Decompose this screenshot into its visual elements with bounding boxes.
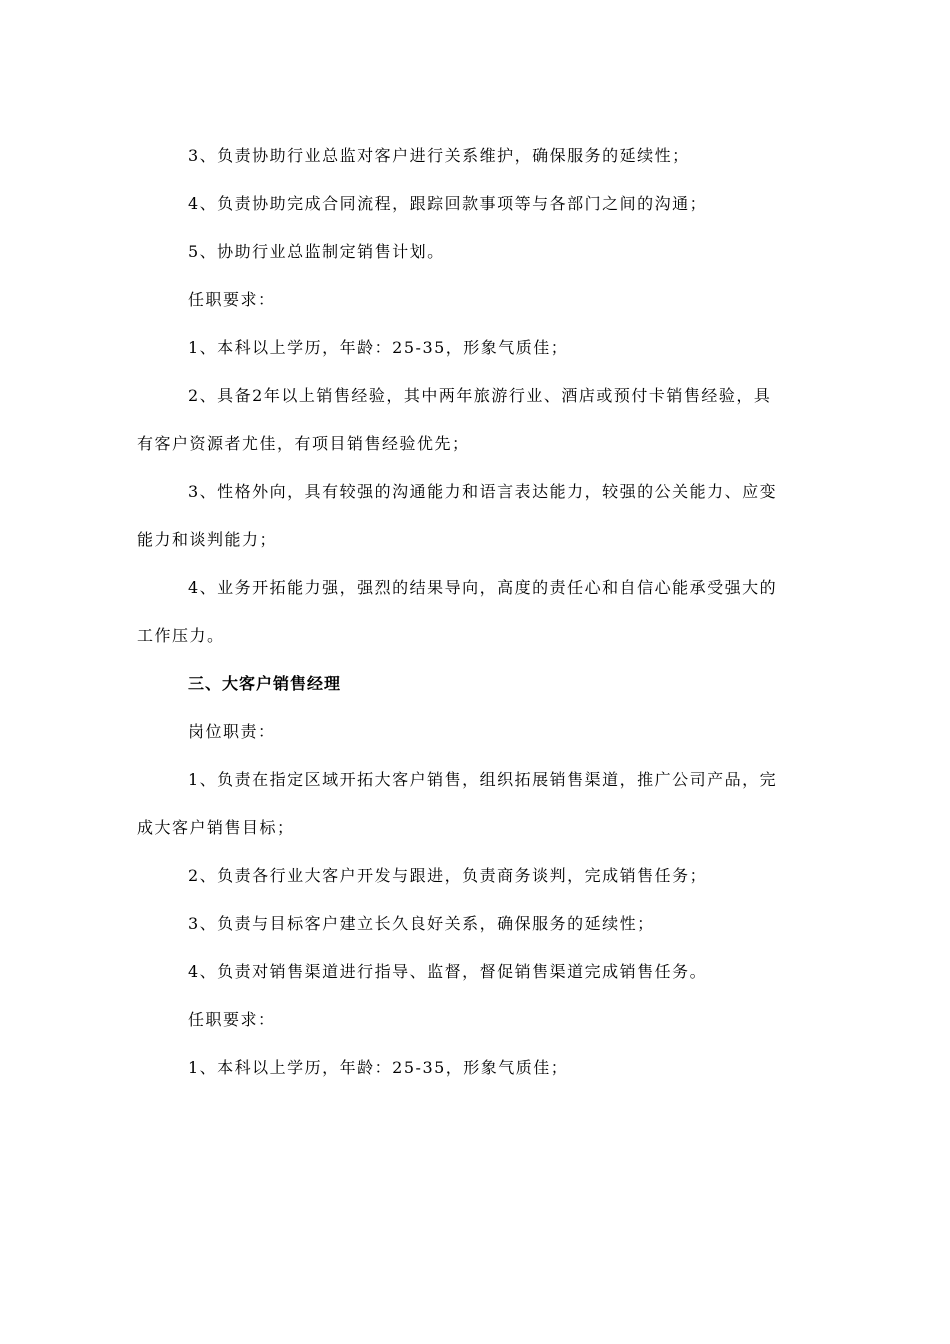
duty-item-5: 5、协助行业总监制定销售计划。 [188, 242, 445, 261]
duty-item-3b: 3、负责与目标客户建立长久良好关系，确保服务的延续性； [188, 914, 655, 933]
duty-item-1-cont: 成大客户销售目标； [137, 818, 295, 837]
section-heading: 三、大客户销售经理 [188, 674, 342, 693]
requirements-label: 任职要求： [188, 290, 276, 309]
requirement-item-2-cont: 有客户资源者尤佳，有项目销售经验优先； [137, 434, 470, 453]
requirement-item-2: 2、具备2年以上销售经验，其中两年旅游行业、酒店或预付卡销售经验，具 [188, 386, 772, 405]
requirement-item-4-cont: 工作压力。 [137, 626, 225, 645]
duty-item-2: 2、负责各行业大客户开发与跟进，负责商务谈判，完成销售任务； [188, 866, 708, 885]
duty-item-4b: 4、负责对销售渠道进行指导、监督，督促销售渠道完成销售任务。 [188, 962, 708, 981]
requirement-item-1b: 1、本科以上学历，年龄：25-35，形象气质佳； [188, 1058, 569, 1077]
requirement-item-1: 1、本科以上学历，年龄：25-35，形象气质佳； [188, 338, 569, 357]
duty-item-1: 1、负责在指定区域开拓大客户销售，组织拓展销售渠道，推广公司产品，完 [188, 770, 778, 789]
duty-item-3: 3、负责协助行业总监对客户进行关系维护，确保服务的延续性； [188, 146, 690, 165]
duty-item-4: 4、负责协助完成合同流程，跟踪回款事项等与各部门之间的沟通； [188, 194, 708, 213]
requirement-item-3-cont: 能力和谈判能力； [137, 530, 278, 549]
requirement-item-3: 3、性格外向，具有较强的沟通能力和语言表达能力，较强的公关能力、应变 [188, 482, 778, 501]
requirements-label-2: 任职要求： [188, 1010, 276, 1029]
duties-label: 岗位职责： [188, 722, 276, 741]
requirement-item-4: 4、业务开拓能力强，强烈的结果导向，高度的责任心和自信心能承受强大的 [188, 578, 778, 597]
